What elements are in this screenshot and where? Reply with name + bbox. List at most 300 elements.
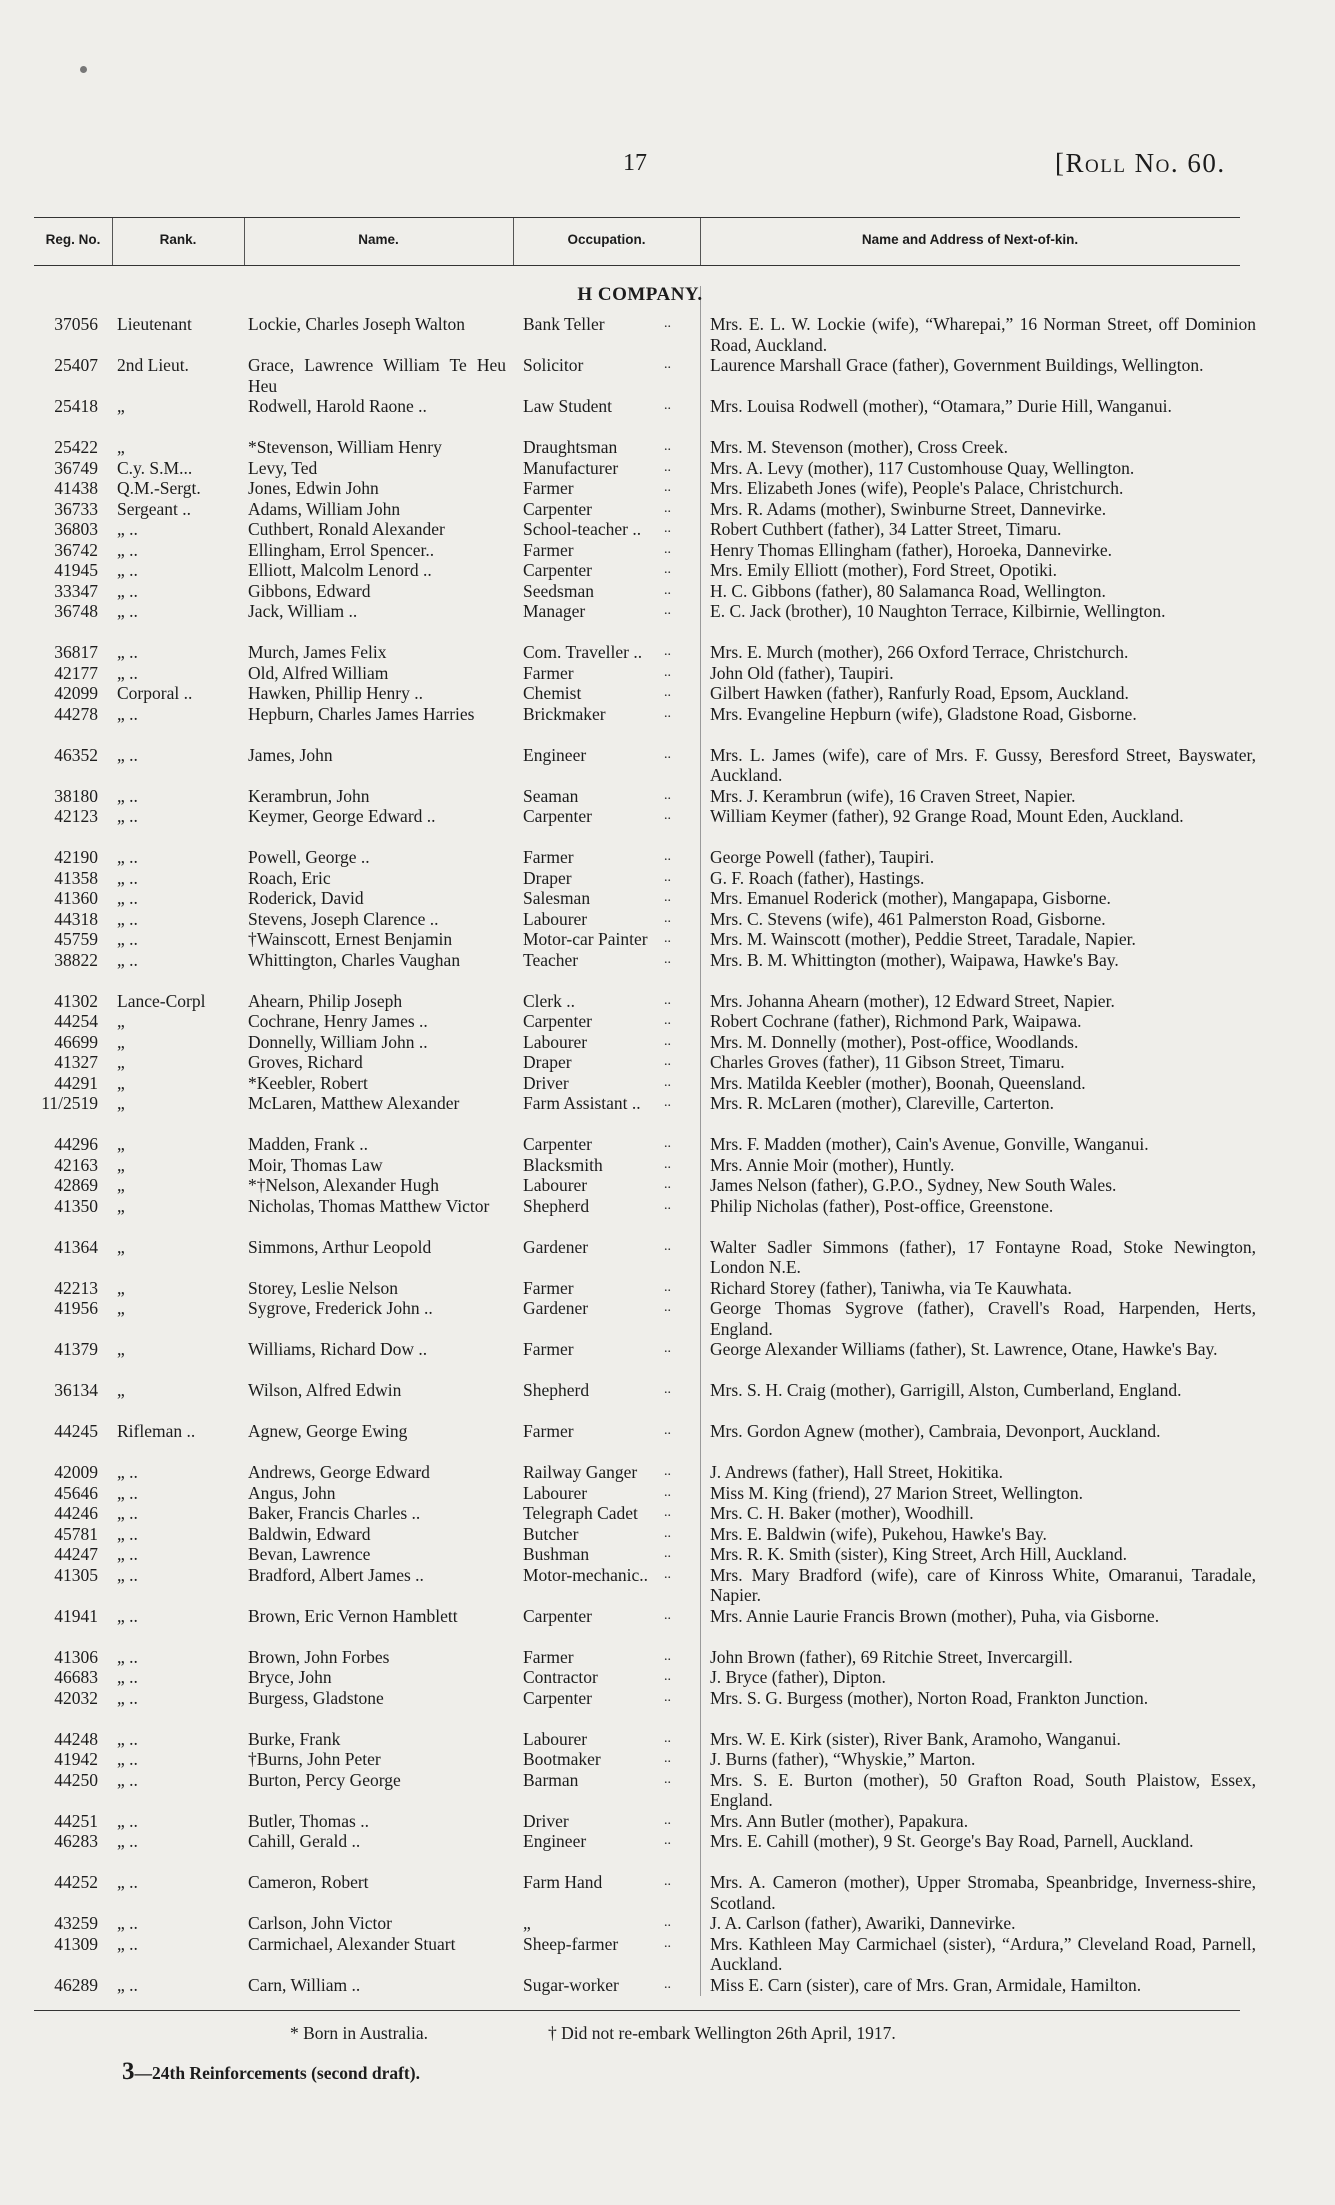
reg-number: 46289: [54, 1974, 98, 1995]
reg-number: 44296: [54, 1134, 98, 1154]
leader-dots: ..: [664, 1382, 671, 1397]
soldier-name: Roach, Eric: [248, 867, 331, 888]
reg-number: 41327: [54, 1052, 98, 1072]
next-of-kin: Miss E. Carn (sister), care of Mrs. Gran, Armidale, Hamilton.: [710, 1974, 1142, 1995]
next-of-kin: Richard Storey (father), Taniwha, via Te Kauwhata.: [710, 1277, 1072, 1298]
leader-dots: ..: [664, 1177, 671, 1192]
next-of-kin: Mrs. M. Wainscott (mother), Peddie Street, Taradale, Napier.: [710, 929, 1136, 949]
sheet-number: 3: [122, 2058, 135, 2085]
soldier-name: Bevan, Lawrence: [248, 1544, 371, 1564]
footnote-not-reembark: † Did not re-embark Wellington 26th April, 1917.: [548, 2023, 896, 2043]
table-row: [0, 1421, 1335, 1462]
table-row: [0, 1667, 1335, 1688]
occupation: Bushman: [523, 1544, 590, 1564]
rank: „ ..: [117, 580, 138, 601]
occupation: Driver: [523, 1810, 569, 1831]
table-row: [0, 1544, 1335, 1565]
occupation: Carpenter: [523, 498, 592, 519]
next-of-kin: Mrs. M. Stevenson (mother), Cross Creek.: [710, 437, 1008, 457]
occupation: Carpenter: [523, 806, 592, 826]
leader-dots: ..: [664, 849, 671, 864]
reg-number: 45759: [54, 929, 98, 949]
occupation: School-teacher ..: [523, 519, 642, 539]
leader-dots: ..: [664, 1300, 671, 1315]
table-row: [0, 1811, 1335, 1832]
next-of-kin: Miss M. King (friend), 27 Marion Street, Wellington.: [710, 1482, 1084, 1503]
reg-number: 41941: [54, 1605, 98, 1626]
leader-dots: ..: [664, 1812, 671, 1828]
rank: „ ..: [117, 1933, 138, 1954]
soldier-name: Stevens, Joseph Clarence ..: [248, 908, 439, 929]
occupation: Seaman: [523, 785, 579, 806]
next-of-kin: George Powell (father), Taupiri.: [710, 847, 935, 867]
column-header-name: Name.: [358, 232, 399, 247]
rank: „ ..: [117, 744, 138, 765]
leader-dots: ..: [664, 1648, 671, 1664]
rank: „ ..: [117, 662, 138, 683]
occupation: Shepherd: [523, 1195, 590, 1216]
occupation: Farm Assistant ..: [523, 1093, 641, 1113]
next-of-kin: Mrs. M. Donnelly (mother), Post-office, Woodlands.: [710, 1031, 1079, 1052]
table-row: [0, 601, 1335, 642]
reg-number: 44278: [54, 703, 98, 724]
reg-number: 44247: [54, 1544, 98, 1564]
soldier-name: Agnew, George Ewing: [248, 1421, 408, 1441]
table-row: [0, 929, 1335, 950]
soldier-name: Groves, Richard: [248, 1052, 363, 1072]
next-of-kin: William Keymer (father), 92 Grange Road, Mount Eden, Auckland.: [710, 806, 1184, 826]
soldier-name: Grace, Lawrence William Te Heu Heu: [248, 355, 506, 396]
soldier-name: Jack, William ..: [248, 601, 358, 621]
leader-dots: ..: [664, 1136, 671, 1151]
leader-dots: ..: [664, 1464, 671, 1479]
roll-table: [0, 314, 1335, 1995]
occupation: Farm Hand: [523, 1872, 603, 1892]
rank: „ ..: [117, 806, 138, 826]
leader-dots: ..: [664, 562, 671, 577]
leader-dots: ..: [664, 685, 671, 700]
reg-number: 46352: [54, 744, 98, 765]
leader-dots: ..: [664, 1054, 671, 1069]
column-header-next-of-kin: Name and Address of Next-of-kin.: [861, 232, 1079, 247]
rank: „ ..: [117, 1831, 138, 1851]
occupation: Draper: [523, 1052, 572, 1072]
reg-number: 42213: [54, 1277, 98, 1298]
occupation: Contractor: [523, 1667, 598, 1687]
soldier-name: *†Nelson, Alexander Hugh: [248, 1175, 440, 1195]
occupation: Engineer: [523, 744, 587, 765]
rank: „ ..: [117, 1749, 138, 1769]
next-of-kin: Mrs. R. McLaren (mother), Clareville, Carterton.: [710, 1093, 1055, 1113]
rank: „ ..: [117, 1872, 138, 1892]
soldier-name: Whittington, Charles Vaughan: [248, 949, 461, 970]
next-of-kin: John Brown (father), 69 Ritchie Street, Invercargill.: [710, 1646, 1073, 1667]
next-of-kin: Mrs. J. Kerambrun (wife), 16 Craven Street, Napier.: [710, 785, 1076, 806]
leader-dots: ..: [664, 1238, 671, 1254]
leader-dots: ..: [664, 439, 671, 454]
soldier-name: Hepburn, Charles James Harries: [248, 703, 475, 724]
next-of-kin: Mrs. A. Cameron (mother), Upper Stromaba, Speanbridge, Inverness-shire, Scotland.: [710, 1872, 1256, 1913]
table-row: [0, 1032, 1335, 1053]
occupation: Barman: [523, 1769, 579, 1790]
rank: „ ..: [117, 908, 138, 929]
rank: „ ..: [117, 1810, 138, 1831]
occupation: Labourer: [523, 1482, 588, 1503]
occupation: Farmer: [523, 478, 574, 498]
next-of-kin: Mrs. R. K. Smith (sister), King Street, Arch Hill, Auckland.: [710, 1544, 1128, 1564]
reg-number: 44254: [54, 1011, 98, 1031]
soldier-name: Lockie, Charles Joseph Walton: [248, 314, 465, 334]
soldier-name: Cameron, Robert: [248, 1872, 369, 1892]
rank: „: [117, 437, 125, 457]
rank: Corporal ..: [117, 683, 193, 703]
next-of-kin: Mrs. E. Cahill (mother), 9 St. George's Bay Road, Parnell, Auckland.: [710, 1831, 1194, 1851]
leader-dots: ..: [664, 1669, 671, 1684]
leader-dots: ..: [664, 1751, 671, 1766]
reg-number: 41364: [54, 1236, 98, 1257]
occupation: „: [523, 1913, 531, 1933]
next-of-kin: Mrs. S. E. Burton (mother), 50 Grafton Road, South Plaistow, Essex, England.: [710, 1769, 1256, 1810]
reg-number: 45646: [54, 1482, 98, 1503]
reg-number: 41306: [54, 1646, 98, 1667]
table-row: [0, 1729, 1335, 1750]
occupation: Labourer: [523, 908, 588, 929]
occupation: Farmer: [523, 1646, 574, 1667]
next-of-kin: Robert Cochrane (father), Richmond Park, Waipawa.: [710, 1011, 1082, 1031]
leader-dots: ..: [664, 316, 671, 331]
soldier-name: Brown, Eric Vernon Hamblett: [248, 1605, 458, 1626]
leader-dots: ..: [664, 910, 671, 926]
next-of-kin: Charles Groves (father), 11 Gibson Street, Timaru.: [710, 1052, 1065, 1072]
table-bottom-rule: [34, 2010, 1240, 2011]
reg-number: 36803: [54, 519, 98, 539]
rank: „ ..: [117, 1523, 138, 1544]
leader-dots: ..: [664, 480, 671, 495]
table-row: [0, 1975, 1335, 1996]
leader-dots: ..: [664, 787, 671, 803]
occupation: Sheep-farmer: [523, 1933, 619, 1954]
reg-number: 44245: [54, 1421, 98, 1441]
reg-number: 42177: [54, 662, 98, 683]
next-of-kin: Mrs. Louisa Rodwell (mother), “Otamara,” Durie Hill, Wanganui.: [710, 396, 1172, 416]
next-of-kin: Robert Cuthbert (father), 34 Latter Street, Timaru.: [710, 519, 1062, 539]
footnote-born-australia: * Born in Australia.: [290, 2023, 429, 2043]
next-of-kin: Mrs. S. G. Burgess (mother), Norton Road, Frankton Junction.: [710, 1687, 1149, 1708]
occupation: Bank Teller: [523, 314, 605, 334]
rank: „ ..: [117, 1687, 138, 1708]
table-row: [0, 991, 1335, 1012]
reg-number: 36733: [54, 498, 98, 519]
soldier-name: Levy, Ted: [248, 457, 318, 478]
reg-number: 25407: [54, 355, 98, 375]
table-row: [0, 1606, 1335, 1647]
leader-dots: ..: [664, 1279, 671, 1295]
soldier-name: Burke, Frank: [248, 1728, 341, 1749]
header-bottom-rule: [34, 265, 1240, 266]
table-top-rule: [34, 217, 1240, 218]
leader-dots: ..: [664, 664, 671, 680]
rank: „ ..: [117, 601, 138, 621]
next-of-kin: Walter Sadler Simmons (father), 17 Fontayne Road, Stoke Newington, London N.E.: [710, 1236, 1256, 1277]
table-row: [0, 950, 1335, 991]
table-row: [0, 540, 1335, 561]
roll-number: [Roll No. 60.: [1055, 148, 1226, 178]
soldier-name: Sygrove, Frederick John ..: [248, 1298, 433, 1318]
occupation: Carpenter: [523, 560, 592, 580]
reg-number: 44250: [54, 1769, 98, 1790]
reg-number: 25422: [54, 437, 98, 457]
leader-dots: ..: [664, 1033, 671, 1049]
leader-dots: ..: [664, 1074, 671, 1090]
table-row: [0, 1073, 1335, 1094]
soldier-name: Angus, John: [248, 1482, 336, 1503]
leader-dots: ..: [664, 603, 671, 618]
leader-dots: ..: [664, 541, 671, 557]
rank: „ ..: [117, 1544, 138, 1564]
soldier-name: †Burns, John Peter: [248, 1749, 381, 1769]
rank: „ ..: [117, 888, 138, 908]
occupation: Draper: [523, 867, 572, 888]
reg-number: 41379: [54, 1339, 98, 1359]
next-of-kin: G. F. Roach (father), Hastings.: [710, 867, 925, 888]
leader-dots: ..: [664, 746, 671, 762]
soldier-name: *Keebler, Robert: [248, 1072, 368, 1093]
table-row: [0, 499, 1335, 520]
soldier-name: Powell, George ..: [248, 847, 370, 867]
table-row: [0, 1872, 1335, 1913]
table-row: [0, 1052, 1335, 1073]
leader-dots: ..: [664, 1484, 671, 1500]
reg-number: 44246: [54, 1503, 98, 1523]
leader-dots: ..: [664, 1525, 671, 1541]
rank: „ ..: [117, 1503, 138, 1523]
rank: „ ..: [117, 1462, 138, 1482]
soldier-name: *Stevenson, William Henry: [248, 437, 442, 457]
leader-dots: ..: [664, 705, 671, 721]
rank: „ ..: [117, 539, 138, 560]
next-of-kin: Philip Nicholas (father), Post-office, Greenstone.: [710, 1195, 1054, 1216]
table-row: [0, 1237, 1335, 1278]
table-row: [0, 704, 1335, 745]
rank: „: [117, 1380, 125, 1400]
soldier-name: Roderick, David: [248, 888, 364, 908]
table-row: [0, 1380, 1335, 1421]
leader-dots: ..: [664, 869, 671, 885]
leader-dots: ..: [664, 1976, 671, 1992]
table-row: [0, 458, 1335, 479]
table-row: [0, 355, 1335, 396]
rank: „: [117, 1175, 125, 1195]
occupation: Railway Ganger: [523, 1462, 638, 1482]
reg-number: 36748: [54, 601, 98, 621]
soldier-name: Williams, Richard Dow ..: [248, 1339, 428, 1359]
soldier-name: Gibbons, Edward: [248, 580, 371, 601]
next-of-kin: J. Burns (father), “Whyskie,” Marton.: [710, 1749, 976, 1769]
leader-dots: ..: [664, 1156, 671, 1172]
leader-dots: ..: [664, 992, 671, 1008]
leader-dots: ..: [664, 1915, 671, 1930]
table-row: [0, 806, 1335, 847]
soldier-name: Kerambrun, John: [248, 785, 370, 806]
occupation: Farmer: [523, 1277, 574, 1298]
rank: 2nd Lieut.: [117, 355, 189, 375]
soldier-name: Elliott, Malcolm Lenord ..: [248, 560, 432, 580]
table-row: [0, 1175, 1335, 1196]
leader-dots: ..: [664, 1095, 671, 1110]
table-row: [0, 1278, 1335, 1299]
leader-dots: ..: [664, 582, 671, 598]
reg-number: 36749: [54, 457, 98, 478]
occupation: Clerk ..: [523, 990, 576, 1011]
soldier-name: Madden, Frank ..: [248, 1134, 369, 1154]
rank: „: [117, 1298, 125, 1318]
reg-number: 45781: [54, 1523, 98, 1544]
table-row: [0, 581, 1335, 602]
occupation: Carpenter: [523, 1605, 592, 1626]
occupation: Chemist: [523, 683, 582, 703]
soldier-name: Bradford, Albert James ..: [248, 1564, 424, 1585]
sheet-caption: —24th Reinforcements (second draft).: [134, 2063, 420, 2083]
rank: „: [117, 1339, 125, 1359]
table-row: [0, 909, 1335, 930]
soldier-name: James, John: [248, 744, 333, 765]
table-row: [0, 1155, 1335, 1176]
next-of-kin: Gilbert Hawken (father), Ranfurly Road, Epsom, Auckland.: [710, 683, 1129, 703]
table-row: [0, 1503, 1335, 1524]
next-of-kin: Mrs. Annie Laurie Francis Brown (mother), Puha, via Gisborne.: [710, 1605, 1160, 1626]
table-row: [0, 1565, 1335, 1606]
rank: „: [117, 1154, 125, 1175]
leader-dots: ..: [664, 521, 671, 536]
soldier-name: Old, Alfred William: [248, 662, 389, 683]
rank: C.y. S.M...: [117, 457, 193, 478]
table-row: [0, 888, 1335, 909]
soldier-name: Simmons, Arthur Leopold: [248, 1236, 432, 1257]
occupation: Solicitor: [523, 355, 584, 375]
reg-number: 38822: [54, 949, 98, 970]
table-row: [0, 1339, 1335, 1380]
soldier-name: Burgess, Gladstone: [248, 1687, 384, 1708]
table-row: [0, 1196, 1335, 1237]
soldier-name: Butler, Thomas ..: [248, 1810, 369, 1831]
next-of-kin: Laurence Marshall Grace (father), Government Buildings, Wellington.: [710, 355, 1204, 375]
occupation: Sugar-worker: [523, 1974, 619, 1995]
occupation: Seedsman: [523, 580, 594, 601]
occupation: Salesman: [523, 888, 591, 908]
next-of-kin: John Old (father), Taupiri.: [710, 662, 894, 683]
reg-number: 37056: [54, 314, 98, 334]
table-row: [0, 847, 1335, 868]
soldier-name: Keymer, George Edward ..: [248, 806, 436, 826]
reg-number: 44291: [54, 1072, 98, 1093]
reg-number: 44318: [54, 908, 98, 929]
reg-number: 44252: [54, 1872, 98, 1892]
soldier-name: †Wainscott, Ernest Benjamin: [248, 929, 453, 949]
rank: „: [117, 1052, 125, 1072]
next-of-kin: Mrs. E. Baldwin (wife), Pukehou, Hawke's Bay.: [710, 1523, 1047, 1544]
soldier-name: Moir, Thomas Law: [248, 1154, 383, 1175]
reg-number: 41305: [54, 1564, 98, 1585]
leader-dots: ..: [664, 1874, 671, 1889]
occupation: Draughtsman: [523, 437, 618, 457]
table-row: [0, 560, 1335, 581]
reg-number: 41309: [54, 1933, 98, 1954]
rank: „: [117, 1236, 125, 1257]
sheet-signature: [122, 2058, 420, 2086]
next-of-kin: J. A. Carlson (father), Awariki, Dannevirke.: [710, 1913, 1016, 1933]
table-row: [0, 1298, 1335, 1339]
leader-dots: ..: [664, 1546, 671, 1561]
rank: Lance-Corpl: [117, 990, 206, 1011]
leader-dots: ..: [664, 357, 671, 372]
next-of-kin: E. C. Jack (brother), 10 Naughton Terrace, Kilbirnie, Wellington.: [710, 601, 1166, 621]
occupation: Motor-mechanic..: [523, 1564, 649, 1585]
occupation: Gardener: [523, 1298, 589, 1318]
table-row: [0, 1134, 1335, 1155]
reg-number: 42099: [54, 683, 98, 703]
next-of-kin: Mrs. Matilda Keebler (mother), Boonah, Queensland.: [710, 1072, 1086, 1093]
rank: Q.M.-Sergt.: [117, 478, 201, 498]
soldier-name: Ahearn, Philip Joseph: [248, 990, 403, 1011]
rank: „ ..: [117, 1605, 138, 1626]
rank: „ ..: [117, 949, 138, 970]
occupation: Telegraph Cadet: [523, 1503, 638, 1523]
soldier-name: McLaren, Matthew Alexander: [248, 1093, 460, 1113]
table-row: [0, 1913, 1335, 1934]
table-row: [0, 478, 1335, 499]
reg-number: 46683: [54, 1667, 98, 1687]
leader-dots: ..: [664, 808, 671, 823]
reg-number: 38180: [54, 785, 98, 806]
occupation: Labourer: [523, 1175, 588, 1195]
leader-dots: ..: [664, 398, 671, 413]
column-header-rank: Rank.: [159, 232, 197, 247]
reg-number: 41358: [54, 867, 98, 888]
next-of-kin: Mrs. Johanna Ahearn (mother), 12 Edward Street, Napier.: [710, 990, 1115, 1011]
leader-dots: ..: [664, 1197, 671, 1213]
soldier-name: Carmichael, Alexander Stuart: [248, 1933, 456, 1954]
occupation: Labourer: [523, 1031, 588, 1052]
rank: Rifleman ..: [117, 1421, 196, 1441]
rank: „ ..: [117, 847, 138, 867]
rank: „ ..: [117, 560, 138, 580]
next-of-kin: James Nelson (father), G.P.O., Sydney, New South Wales.: [710, 1175, 1117, 1195]
next-of-kin: Mrs. Mary Bradford (wife), care of Kinross White, Omaranui, Taradale, Napier.: [710, 1564, 1256, 1605]
soldier-name: Murch, James Felix: [248, 642, 387, 662]
column-header-reg: Reg. No.: [45, 232, 101, 247]
soldier-name: Cuthbert, Ronald Alexander: [248, 519, 445, 539]
occupation: Bootmaker: [523, 1749, 601, 1769]
next-of-kin: Mrs. S. H. Craig (mother), Garrigill, Alston, Cumberland, England.: [710, 1380, 1182, 1400]
rank: „ ..: [117, 642, 138, 662]
next-of-kin: Henry Thomas Ellingham (father), Horoeka, Dannevirke.: [710, 539, 1113, 560]
table-row: [0, 1770, 1335, 1811]
table-row: [0, 1462, 1335, 1483]
next-of-kin: Mrs. R. Adams (mother), Swinburne Street, Dannevirke.: [710, 498, 1107, 519]
occupation: Brickmaker: [523, 703, 606, 724]
reg-number: 46283: [54, 1831, 98, 1851]
occupation: Carpenter: [523, 1687, 592, 1708]
soldier-name: Adams, William John: [248, 498, 401, 519]
rank: „ ..: [117, 703, 138, 724]
occupation: Teacher: [523, 949, 579, 970]
soldier-name: Wilson, Alfred Edwin: [248, 1380, 402, 1400]
table-row: [0, 1749, 1335, 1770]
next-of-kin: Mrs. Emanuel Roderick (mother), Mangapapa, Gisborne.: [710, 888, 1111, 908]
occupation: Driver: [523, 1072, 569, 1093]
table-row: [0, 437, 1335, 458]
table-row: [0, 868, 1335, 889]
